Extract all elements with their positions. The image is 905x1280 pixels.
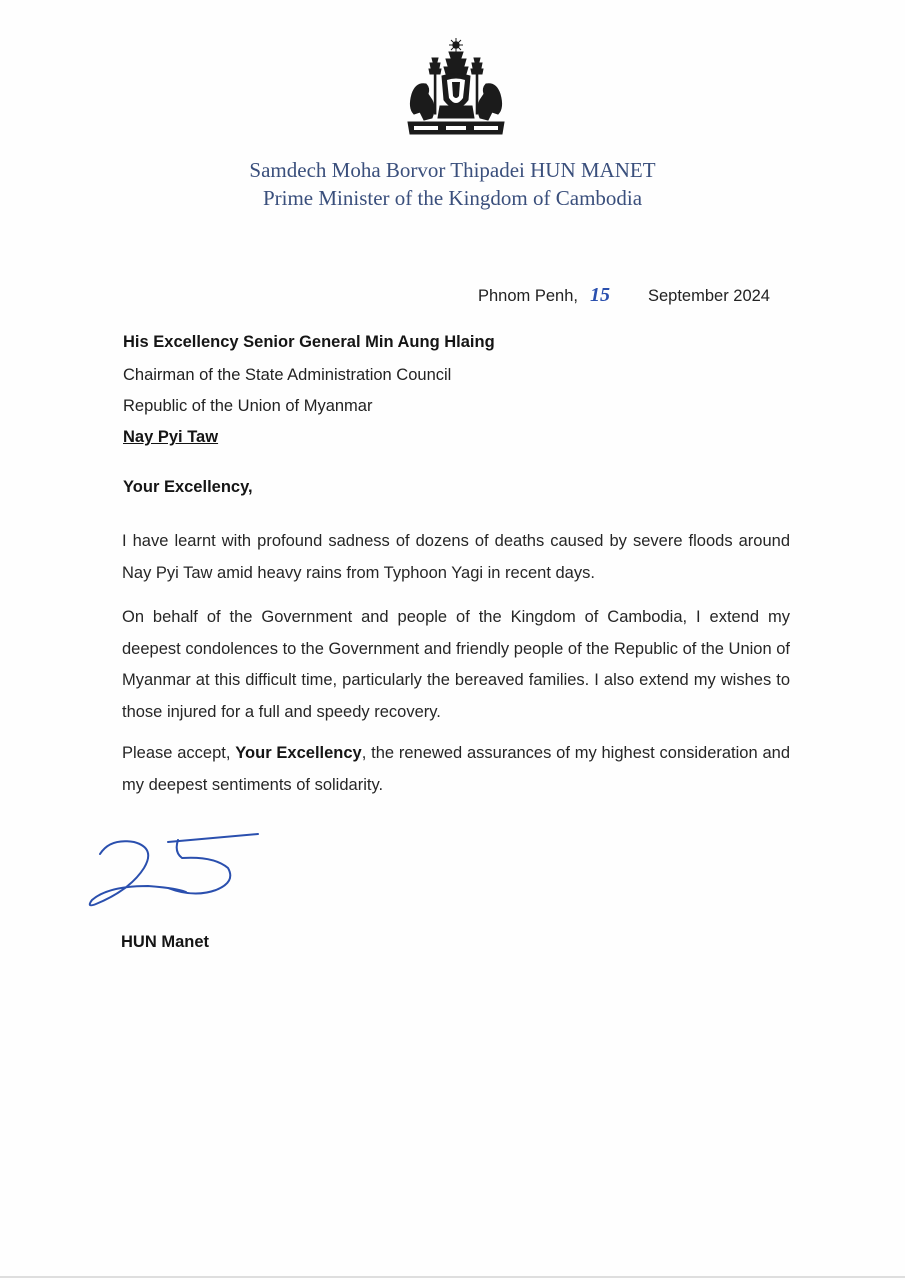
recipient-city: Nay Pyi Taw: [123, 428, 219, 446]
body-paragraph-2: On behalf of the Government and people of the Kingdom of Cambodia, I extend my deepest condolences to the Government and friendly people of the Republic of the Union of Myanmar at this difficult time, particularly the bereaved families. I also extend my wishes to those injured for a full and speedy recovery.: [122, 608, 790, 721]
letterhead-title: Prime Minister of the Kingdom of Cambodia: [262, 186, 643, 210]
body-paragraph-3: [122, 738, 790, 801]
letterhead-name: Samdech Moha Borvor Thipadei HUN MANET: [249, 158, 656, 182]
handwritten-signature-icon: [86, 826, 266, 912]
body-paragraph-3-start: Please accept,: [122, 744, 236, 762]
dateline-city: Phnom Penh,: [478, 287, 578, 305]
recipient-title: Chairman of the State Administration Council: [123, 366, 452, 384]
body-paragraph-3-end: , the renewed assurances of my highest consideration and my deepest sentiments of solidarity.: [122, 744, 790, 794]
body-paragraph-3-emphasis: Your Excellency: [235, 744, 362, 762]
scan-edge-divider: [0, 1276, 905, 1278]
dateline-month-year: September 2024: [647, 287, 770, 305]
recipient-country: Republic of the Union of Myanmar: [123, 397, 373, 415]
salutation: Your Excellency,: [123, 478, 253, 496]
recipient-name: His Excellency Senior General Min Aung Hlaing: [123, 333, 495, 351]
body-paragraph-1: I have learnt with profound sadness of dozens of deaths caused by severe floods around Nay Pyi Taw amid heavy rains from Typhoon Yagi in recent days.: [122, 532, 790, 582]
dateline: [478, 284, 770, 307]
dateline-day-handwritten: 15: [589, 284, 610, 306]
signer-name: HUN Manet: [121, 933, 210, 951]
royal-coat-of-arms-icon: [402, 38, 510, 138]
